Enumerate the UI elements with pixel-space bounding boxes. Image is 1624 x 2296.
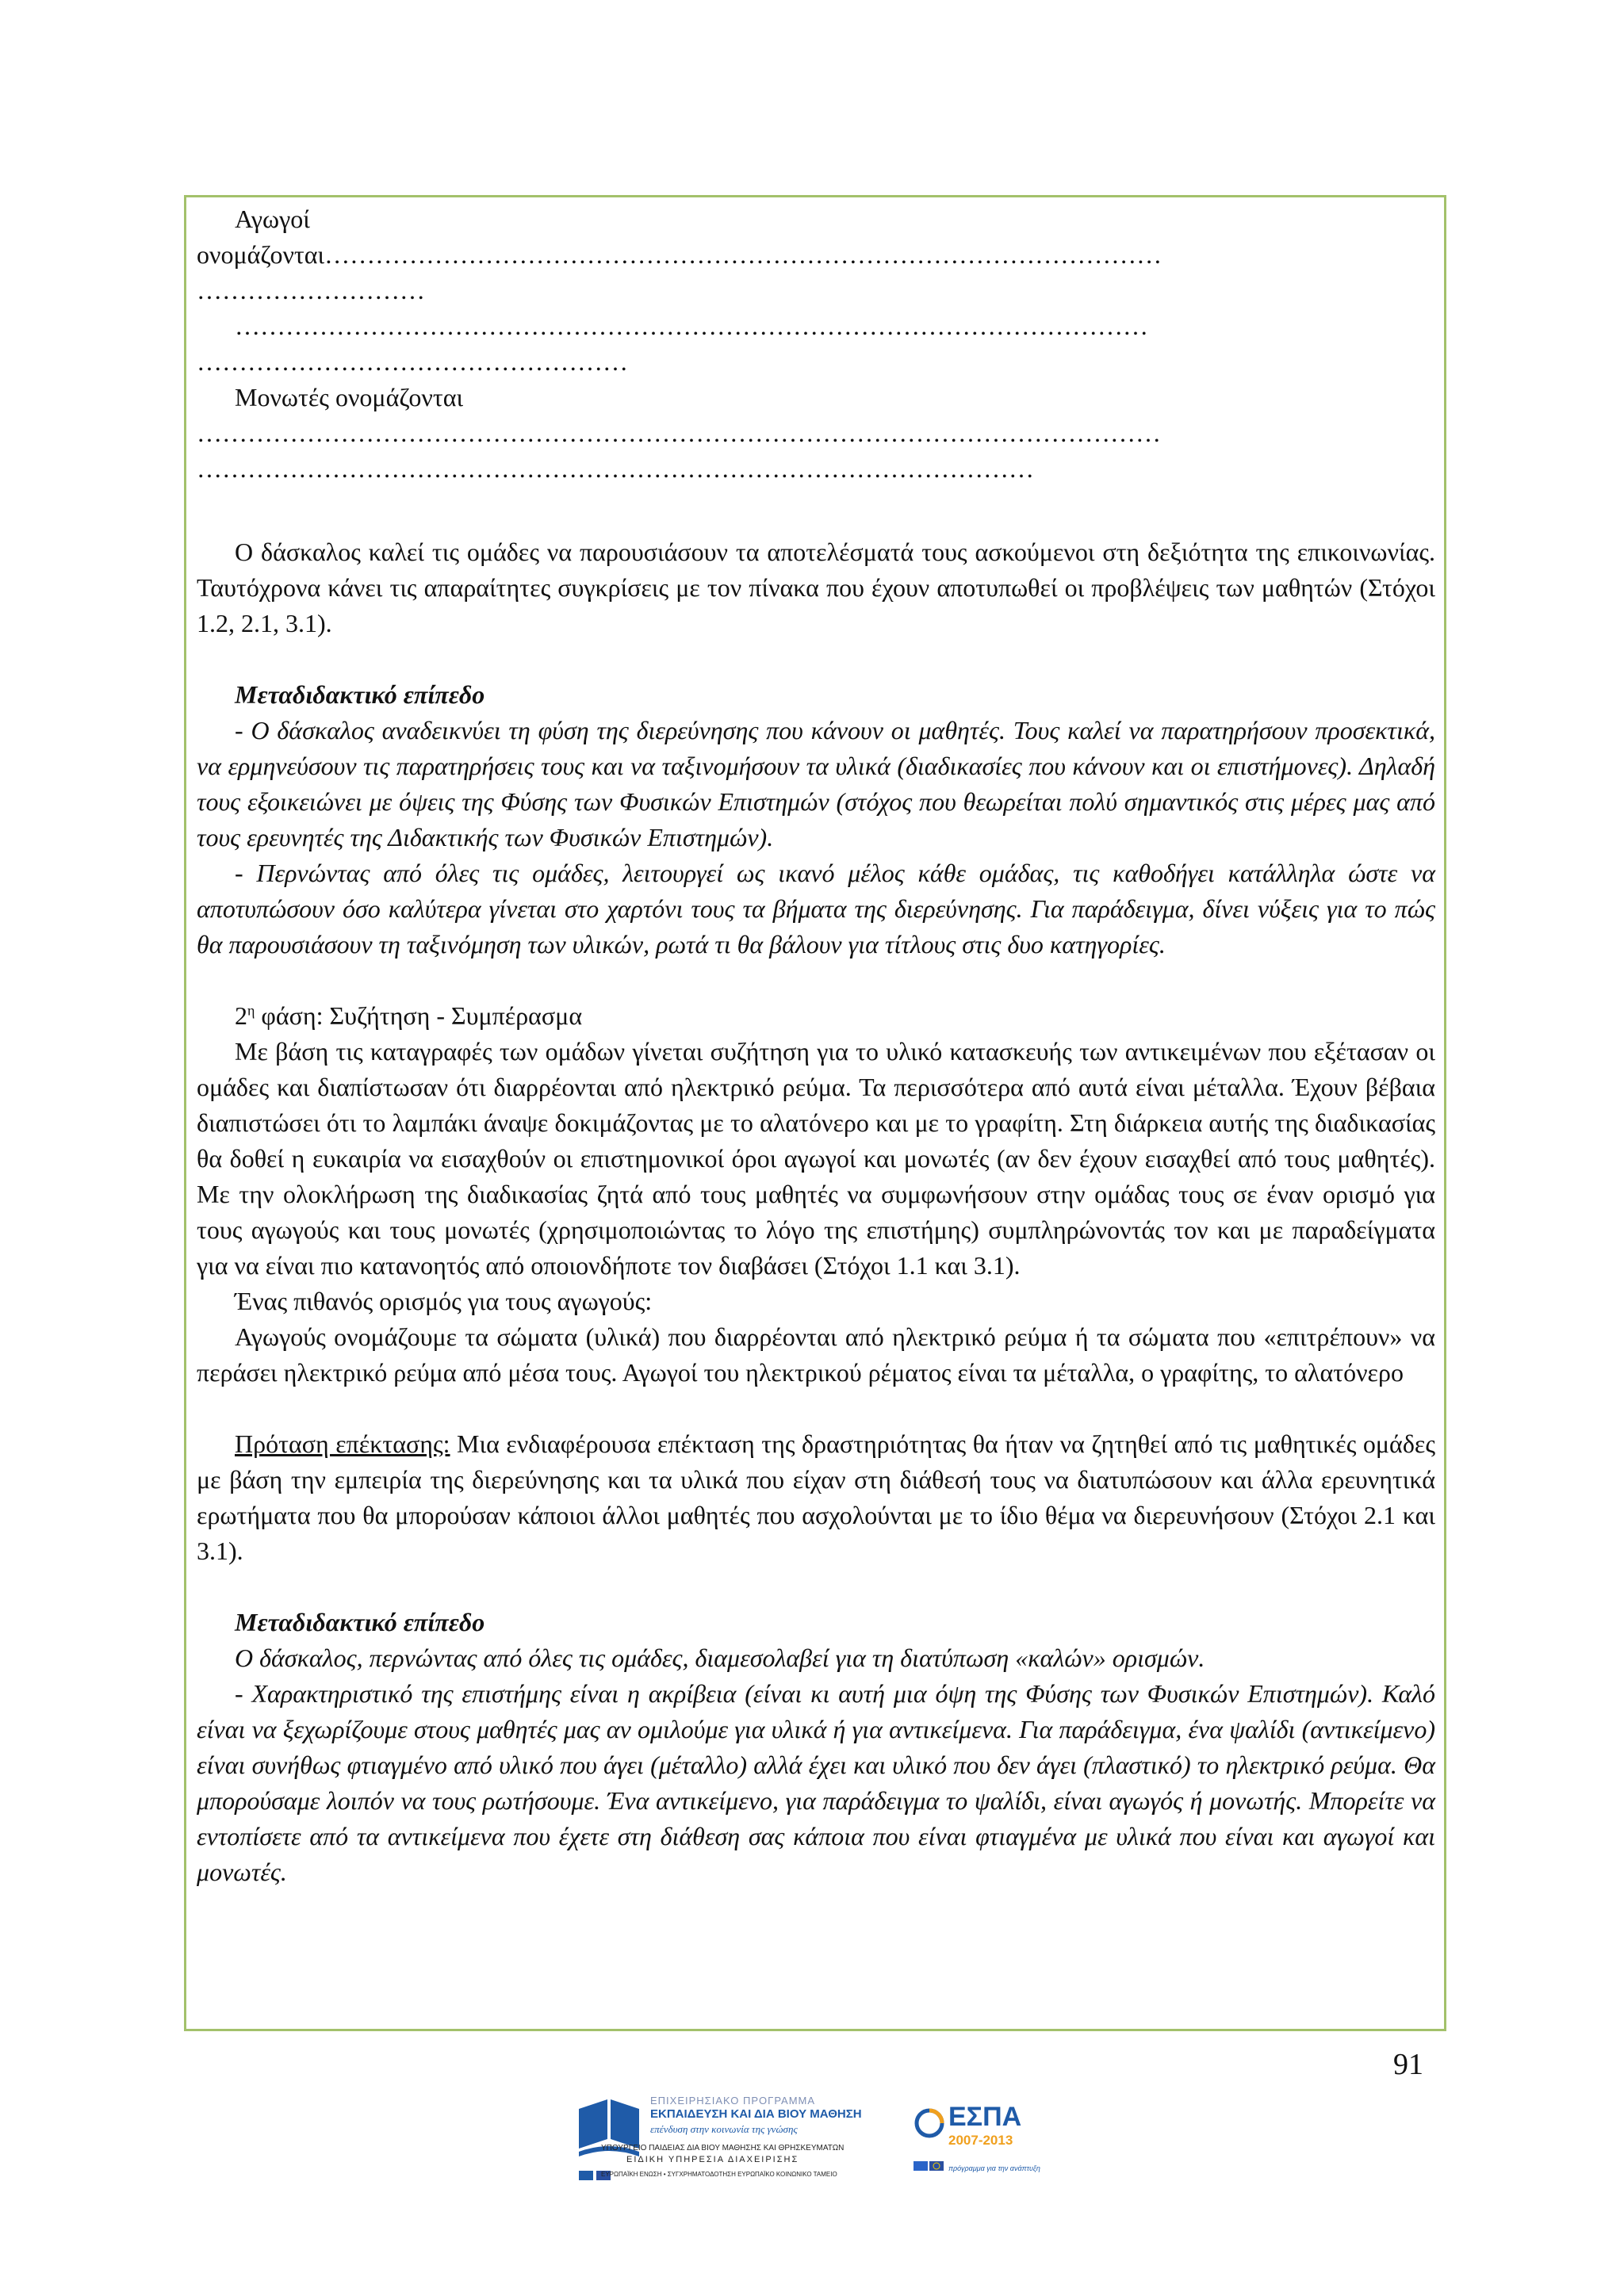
eu-flags-icon (914, 2160, 945, 2174)
extension-text: Μια ενδιαφέρουσα επέκταση της δραστηριότητας θα ήταν να ζητηθεί από τις μαθητικές ομάδες με βάση την εμπειρία της διερεύνησης και τα υλικά που είχαν στη διάθεσή τους να διατυπώσουν και άλλα ερευνητικά ερωτήματα που θα μπορούσαν κάποιοι άλλοι μαθητές που ασχολούνται με το ίδιο θέμα να διερευνήσουν (Στόχοι 2.1 και 3.1). (197, 1429, 1436, 1565)
paragraph-meta-2: - Περνώντας από όλες τις ομάδες, λειτουργεί ως ικανό μέλος κάθε ομάδας, τις καθοδήγει κατάλληλα ώστε να αποτυπώσουν όσο καλύτερα γίνεται στο χαρτόνι τους τα βήματα της διερεύνησης. Για παράδειγμα, δίνει νύξεις για το πώς θα παρουσιάσουν τη ταξινόμηση των υλικών, ρωτά τι θα βάλουν για τίτλους στις δυο κατηγορίες. (197, 859, 1435, 959)
phase-heading (197, 998, 1435, 1034)
dots-line-5: ……………………………………………………………………………………… (197, 454, 1034, 483)
paragraph-extension (197, 1426, 1435, 1569)
espa-years: 2007-2013 (948, 2133, 1013, 2148)
dots-line-2: ……………………………………………………………………………………………… (235, 312, 1148, 340)
logo-left-line1: ΕΠΙΧΕΙΡΗΣΙΑΚΟ ΠΡΟΓΡΑΜΜΑ (650, 2095, 816, 2107)
phase-superscript: η (247, 1002, 255, 1019)
espa-logo (914, 2103, 1048, 2179)
phase-title: φάση: Συζήτηση - Συμπέρασμα (255, 1001, 583, 1030)
extension-label: Πρόταση επέκτασης: (235, 1429, 450, 1458)
document-body (197, 201, 1435, 1890)
espa-tagline: πρόγραμμα για την ανάπτυξη (948, 2164, 1040, 2172)
paragraph-phase: Με βάση τις καταγραφές των ομάδων γίνεται συζήτηση για το υλικό κατασκευής των αντικειμένων που εξέτασαν οι ομάδες και διαπίστωσαν ότι διαρρέονται από ηλεκτρικό ρεύμα. Τα περισσότερα από αυτά είναι μέταλλα. Έχουν βέβαια διαπιστώσει ότι το λαμπάκι άναψε δοκιμάζοντας με το αλατόνερο και με το γραφίτη. Στη διάρκεια αυτής της διαδικασίας θα δοθεί η ευκαιρία να εισαχθούν οι επιστημονικοί όροι αγωγοί και μονωτές (αν δεν έχουν εισαχθεί από τους μαθητές). Με την ολοκλήρωση της διαδικασίας ζητά από τους μαθητές να συμφωνήσουν στην ομάδας τους σε έναν ορισμό για τους αγωγούς και τους μονωτές (χρησιμοποιώντας το λόγο της επιστήμης) συμπληρώνοντάς τον και με παραδείγματα για να είναι πιο κατανοητός από οποιονδήποτε τον διαβάσει (Στόχοι 1.1 και 3.1). (197, 1037, 1435, 1280)
dots-line-3: …………………………………………… (197, 347, 628, 376)
dots-line-1: ……………………… (197, 276, 425, 304)
dots-line-4: …………………………………………………………………………………………………… (197, 419, 1161, 447)
espa-mark-icon (914, 2107, 945, 2139)
logo-left-line2: ΕΚΠΑΙΔΕΥΣΗ ΚΑΙ ΔΙΑ ΒΙΟΥ ΜΑΘΗΣΗ (650, 2107, 862, 2121)
epeaek-logo (577, 2093, 880, 2193)
line-monotes-named: Μονωτές ονομάζονται (235, 383, 464, 411)
phase-number: 2 (235, 1001, 247, 1030)
paragraph-presentation: Ο δάσκαλος καλεί τις ομάδες να παρουσιάσουν τα αποτελέσματά τους ασκούμενοι στη δεξιότητα της επικοινωνίας. Ταυτόχρονα κάνει τις απαραίτητες συγκρίσεις με τον πίνακα που έχουν αποτυπωθεί οι προβλέψεις των μαθητών (Στόχοι 1.2, 2.1, 3.1). (197, 538, 1435, 637)
paragraph-meta2-2: - Χαρακτηριστικό της επιστήμης είναι η ακρίβεια (είναι κι αυτή μια όψη της Φύσης των Φυσικών Επιστημών). Καλό είναι να ξεχωρίζουμε στους μαθητές μας αν ομιλούμε για υλικά ή για αντικείμενα. Για παράδειγμα, ένα ψαλίδι (αντικείμενο) είναι συνήθως φτιαγμένο από υλικό που άγει (μέταλλο) αλλά έχει και υλικό που δεν άγει (πλαστικό) το ηλεκτρικό ρεύμα. Θα μπορούσαμε λοιπόν να τους ρωτήσουμε. Ένα αντικείμενο, για παράδειγμα το ψαλίδι, είναι αγωγός ή μονωτής. Μπορείτε να εντοπίσετε από τα αντικείμενα που έχετε στη διάθεση σας κάποια που είναι φτιαγμένα με υλικά που είναι και αγωγοί και μονωτές. (197, 1679, 1435, 1886)
line-agogoi-named: ονομάζονται……………………………………………………………………………………… (197, 240, 1162, 269)
page-number: 91 (1393, 2048, 1423, 2081)
logo-left-line4: ΥΠΟΥΡΓΕΙΟ ΠΑΙΔΕΙΑΣ ΔΙΑ ΒΙΟΥ ΜΑΘΗΣΗΣ ΚΑΙ ΘΡΗΣΚΕΥΜΑΤΩΝ (601, 2144, 845, 2152)
paragraph-meta2-1: Ο δάσκαλος, περνώντας από όλες τις ομάδες, διαμεσολαβεί για τη διατύπωση «καλών» ορισμών. (235, 1644, 1205, 1672)
definition-intro: Ένας πιθανός ορισμός για τους αγωγούς: (235, 1287, 653, 1315)
line-agogoi: Αγωγοί (235, 205, 310, 233)
heading-metadidaktiko-2: Μεταδιδακτικό επίπεδο (235, 1608, 485, 1636)
logo-left-line3: επένδυση στην κοινωνία της γνώσης (650, 2123, 798, 2135)
logo-left-line6: ΕΥΡΩΠΑΪΚΗ ΕΝΩΣΗ • ΣΥΓΧΡΗΜΑΤΟΔΟΤΗΣΗ ΕΥΡΩΠΑΪΚΟ ΚΟΙΝΩΝΙΚΟ ΤΑΜΕΙΟ (601, 2171, 837, 2178)
paragraph-meta-1: - Ο δάσκαλος αναδεικνύει τη φύση της διερεύνησης που κάνουν οι μαθητές. Τους καλεί να παρατηρήσουν προσεκτικά, να ερμηνεύσουν τις παρατηρήσεις τους και να ταξινομήσουν τα υλικά (διαδικασίες που κάνουν και οι επιστήμονες). Δηλαδή τους εξοικειώνει με όψεις της Φύσης των Φυσικών Επιστημών (στόχος που θεωρείται πολύ σημαντικός στις μέρες μας από τους ερευνητές της Διδακτικής των Φυσικών Επιστημών). (197, 716, 1435, 851)
logo-left-line5: ΕΙΔΙΚΗ ΥΠΗΡΕΣΙΑ ΔΙΑΧΕΙΡΙΣΗΣ (626, 2155, 799, 2164)
espa-title: ΕΣΠΑ (948, 2102, 1022, 2132)
heading-metadidaktiko-1: Μεταδιδακτικό επίπεδο (235, 680, 485, 709)
definition-text: Αγωγούς ονομάζουμε τα σώματα (υλικά) που διαρρέονται από ηλεκτρικό ρεύμα ή τα σώματα που «επιτρέπουν» να περάσει ηλεκτρικό ρεύμα από μέσα τους. Αγωγοί του ηλεκτρικού ρέματος είναι τα μέταλλα, ο γραφίτης, το αλατόνερο (197, 1322, 1435, 1387)
